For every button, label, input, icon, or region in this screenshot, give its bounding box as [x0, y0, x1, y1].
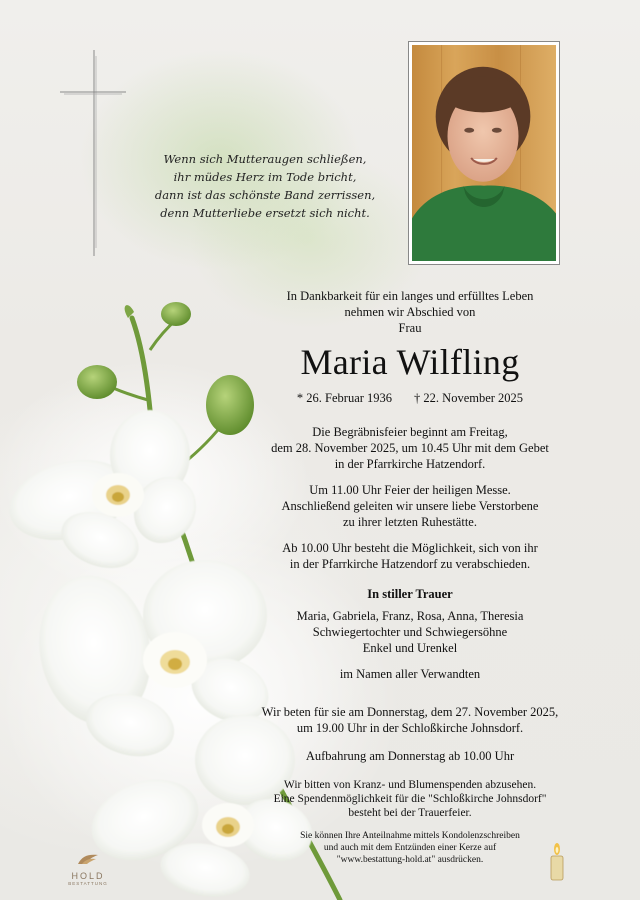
announcement-text: [232, 288, 588, 866]
donation-line: Wir bitten von Kranz- und Blumenspenden abzusehen.: [283, 779, 537, 791]
condolence-line: Sie können Ihre Anteilnahme mittels Kondolenzschreiben: [300, 831, 520, 841]
portrait-frame: [408, 41, 560, 265]
poem-line: dann ist das schönste Band zerrissen,: [154, 188, 376, 202]
intro-line: In Dankbarkeit für ein langes und erfülltes Leben: [286, 289, 534, 303]
logo-subtitle: BESTATTUNG: [68, 881, 108, 886]
farewell-line: in der Pfarrkirche Hatzendorf zu verabschieden.: [289, 557, 531, 571]
hold-logo-icon: [76, 852, 100, 866]
condolence-line: und auch mit dem Entzünden einer Kerze auf: [323, 843, 497, 853]
orchid-bud: [161, 302, 191, 326]
prayer-line: Wir beten für sie am Donnerstag, dem 27. November 2025,: [261, 705, 559, 719]
orchid-flower: [0, 410, 208, 578]
donation-line: Eine Spendenmöglichkeit für die "Schloßkirche Johnsdorf": [273, 793, 547, 805]
birth-date: * 26. Februar 1936: [296, 391, 393, 405]
funeral-line: in der Pfarrkirche Hatzendorf.: [334, 457, 486, 471]
prayer-line: um 19.00 Uhr in der Schloßkirche Johnsdorf.: [296, 721, 524, 735]
poem-line: Wenn sich Mutteraugen schließen,: [163, 152, 367, 166]
candle-icon: [548, 842, 566, 882]
mass-line: Anschließend geleiten wir unsere liebe Verstorbene: [281, 499, 539, 513]
logo-name: HOLD: [71, 871, 105, 881]
hold-logo: [66, 852, 110, 886]
mourners-heading: In stiller Trauer: [367, 587, 453, 601]
intro-line: Frau: [398, 321, 422, 335]
intro-line: nehmen wir Abschied von: [344, 305, 476, 319]
cross-icon: [58, 48, 128, 258]
relatives-line: im Namen aller Verwandten: [339, 667, 481, 681]
mourner-line: Enkel und Urenkel: [362, 641, 458, 655]
mourner-line: Schwiegertochter und Schwiegersöhne: [312, 625, 508, 639]
viewing-line: Aufbahrung am Donnerstag ab 10.00 Uhr: [305, 749, 515, 763]
life-dates: [232, 390, 588, 406]
mourner-line: Maria, Gabriela, Franz, Rosa, Anna, Theresia: [296, 609, 524, 623]
mass-line: Um 11.00 Uhr Feier der heiligen Messe.: [309, 483, 511, 497]
funeral-line: Die Begräbnisfeier beginnt am Freitag,: [312, 425, 508, 439]
donation-line: besteht bei der Trauerfeier.: [348, 807, 472, 819]
orchid-bud: [77, 365, 117, 399]
portrait-photo: [412, 45, 556, 261]
funeral-line: dem 28. November 2025, um 10.45 Uhr mit dem Gebet: [271, 441, 549, 455]
poem-line: denn Mutterliebe ersetzt sich nicht.: [160, 206, 370, 220]
farewell-line: Ab 10.00 Uhr besteht die Möglichkeit, sich von ihr: [282, 541, 538, 555]
condolence-line: "www.bestattung-hold.at" ausdrücken.: [336, 855, 484, 865]
death-date: † 22. November 2025: [414, 391, 524, 405]
mass-line: zu ihrer letzten Ruhestätte.: [343, 515, 477, 529]
memorial-poem: [140, 150, 390, 222]
poem-line: ihr müdes Herz im Tode bricht,: [173, 170, 357, 184]
deceased-name: Maria Wilfling: [300, 342, 520, 382]
